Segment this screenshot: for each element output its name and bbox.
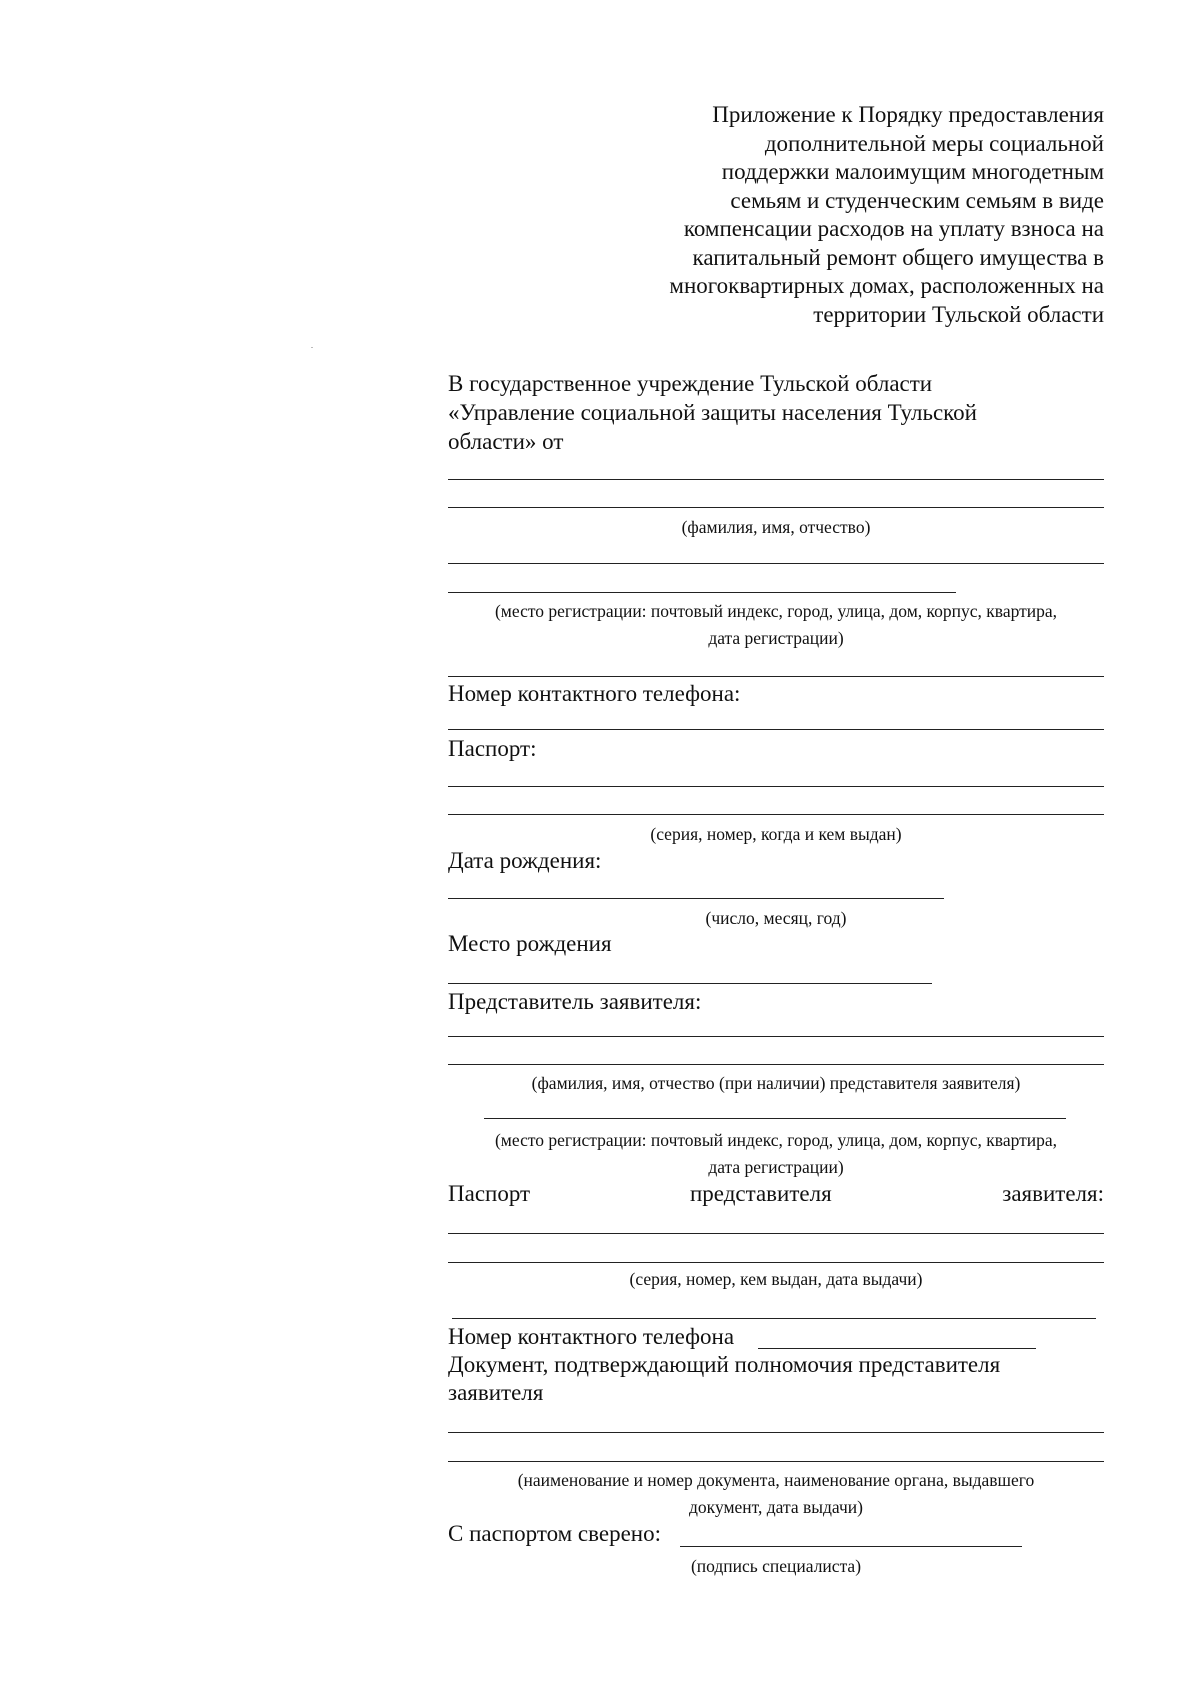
- hint-representative-registration: (место регистрации: почтовый индекс, город, улица, дом, корпус, квартира,: [494, 1130, 1058, 1150]
- hint-full-name: (фамилия, имя, отчество): [681, 517, 871, 537]
- appendix-heading: [600, 101, 1104, 329]
- hint-representative-name: (фамилия, имя, отчество (при наличии) представителя заявителя): [531, 1073, 1021, 1093]
- verified-label: С паспортом сверено:: [448, 1521, 661, 1546]
- representative-document-field[interactable]: [448, 1461, 1104, 1462]
- hint-representative-passport: (серия, номер, кем выдан, дата выдачи): [629, 1269, 923, 1289]
- birth-date-label: Дата рождения:: [448, 848, 602, 873]
- rep-passport-word: заявителя:: [1002, 1181, 1104, 1206]
- representative-document-field[interactable]: [448, 1432, 1104, 1433]
- appendix-line: поддержки малоимущим многодетным: [721, 159, 1104, 184]
- hint-document: (наименование и номер документа, наименование органа, выдавшего: [517, 1470, 1035, 1490]
- representative-phone-field[interactable]: [758, 1348, 1036, 1349]
- passport-field[interactable]: [448, 814, 1104, 815]
- representative-registration-field[interactable]: [484, 1118, 1066, 1119]
- hint-date: (число, месяц, год): [705, 908, 847, 928]
- representative-passport-field[interactable]: [448, 1233, 1104, 1234]
- representative-passport-field[interactable]: [448, 1262, 1104, 1263]
- hint-document: документ, дата выдачи): [689, 1497, 863, 1517]
- representative-name-field[interactable]: [448, 1036, 1104, 1037]
- hint-signature: (подпись специалиста): [690, 1556, 862, 1576]
- rep-document-label: заявителя: [448, 1380, 544, 1405]
- rep-phone-label: Номер контактного телефона: [448, 1324, 735, 1349]
- registration-field[interactable]: [448, 563, 1104, 564]
- passport-label: Паспорт:: [448, 736, 537, 761]
- appendix-line: семьям и студенческим семьям в виде: [730, 187, 1104, 213]
- rep-document-label: Документ, подтверждающий полномочия представителя: [448, 1352, 1001, 1377]
- birth-place-field[interactable]: [448, 983, 932, 984]
- phone-label: Номер контактного телефона:: [448, 681, 741, 706]
- applicant-name-field[interactable]: [448, 507, 1104, 508]
- registration-field[interactable]: [448, 592, 956, 593]
- phone-field[interactable]: [448, 729, 1104, 730]
- appendix-line: дополнительной меры социальной: [764, 130, 1104, 156]
- hint-registration: (место регистрации: почтовый индекс, город, улица, дом, корпус, квартира,: [494, 601, 1058, 621]
- appendix-line: капитальный ремонт общего имущества в: [692, 244, 1104, 270]
- birth-date-field[interactable]: [448, 898, 944, 899]
- appendix-line: территории Тульской области: [813, 301, 1104, 327]
- hint-representative-registration: дата регистрации): [708, 1157, 844, 1177]
- hint-registration: дата регистрации): [708, 628, 844, 648]
- rep-passport-word: Паспорт: [448, 1181, 531, 1206]
- divider-line: [448, 676, 1104, 677]
- divider-line: [452, 1318, 1096, 1319]
- passport-field[interactable]: [448, 786, 1104, 787]
- representative-name-field[interactable]: [448, 1064, 1104, 1065]
- appendix-line: компенсации расходов на уплату взноса на: [683, 216, 1104, 241]
- birth-place-label: Место рождения: [448, 931, 612, 956]
- specialist-signature-field[interactable]: [680, 1546, 1022, 1547]
- hint-passport: (серия, номер, когда и кем выдан): [650, 824, 902, 844]
- scan-speck: [311, 347, 313, 348]
- applicant-name-field[interactable]: [448, 479, 1104, 480]
- addressee-line: области» от: [448, 429, 564, 454]
- rep-passport-word: представителя: [690, 1181, 832, 1206]
- addressee-line: В государственное учреждение Тульской области: [448, 371, 933, 396]
- appendix-line: Приложение к Порядку предоставления: [712, 102, 1104, 127]
- addressee-line: «Управление социальной защиты населения Тульской: [448, 400, 977, 425]
- appendix-line: многоквартирных домах, расположенных на: [669, 273, 1104, 298]
- addressee-block: [448, 369, 1108, 456]
- representative-label: Представитель заявителя:: [448, 989, 702, 1014]
